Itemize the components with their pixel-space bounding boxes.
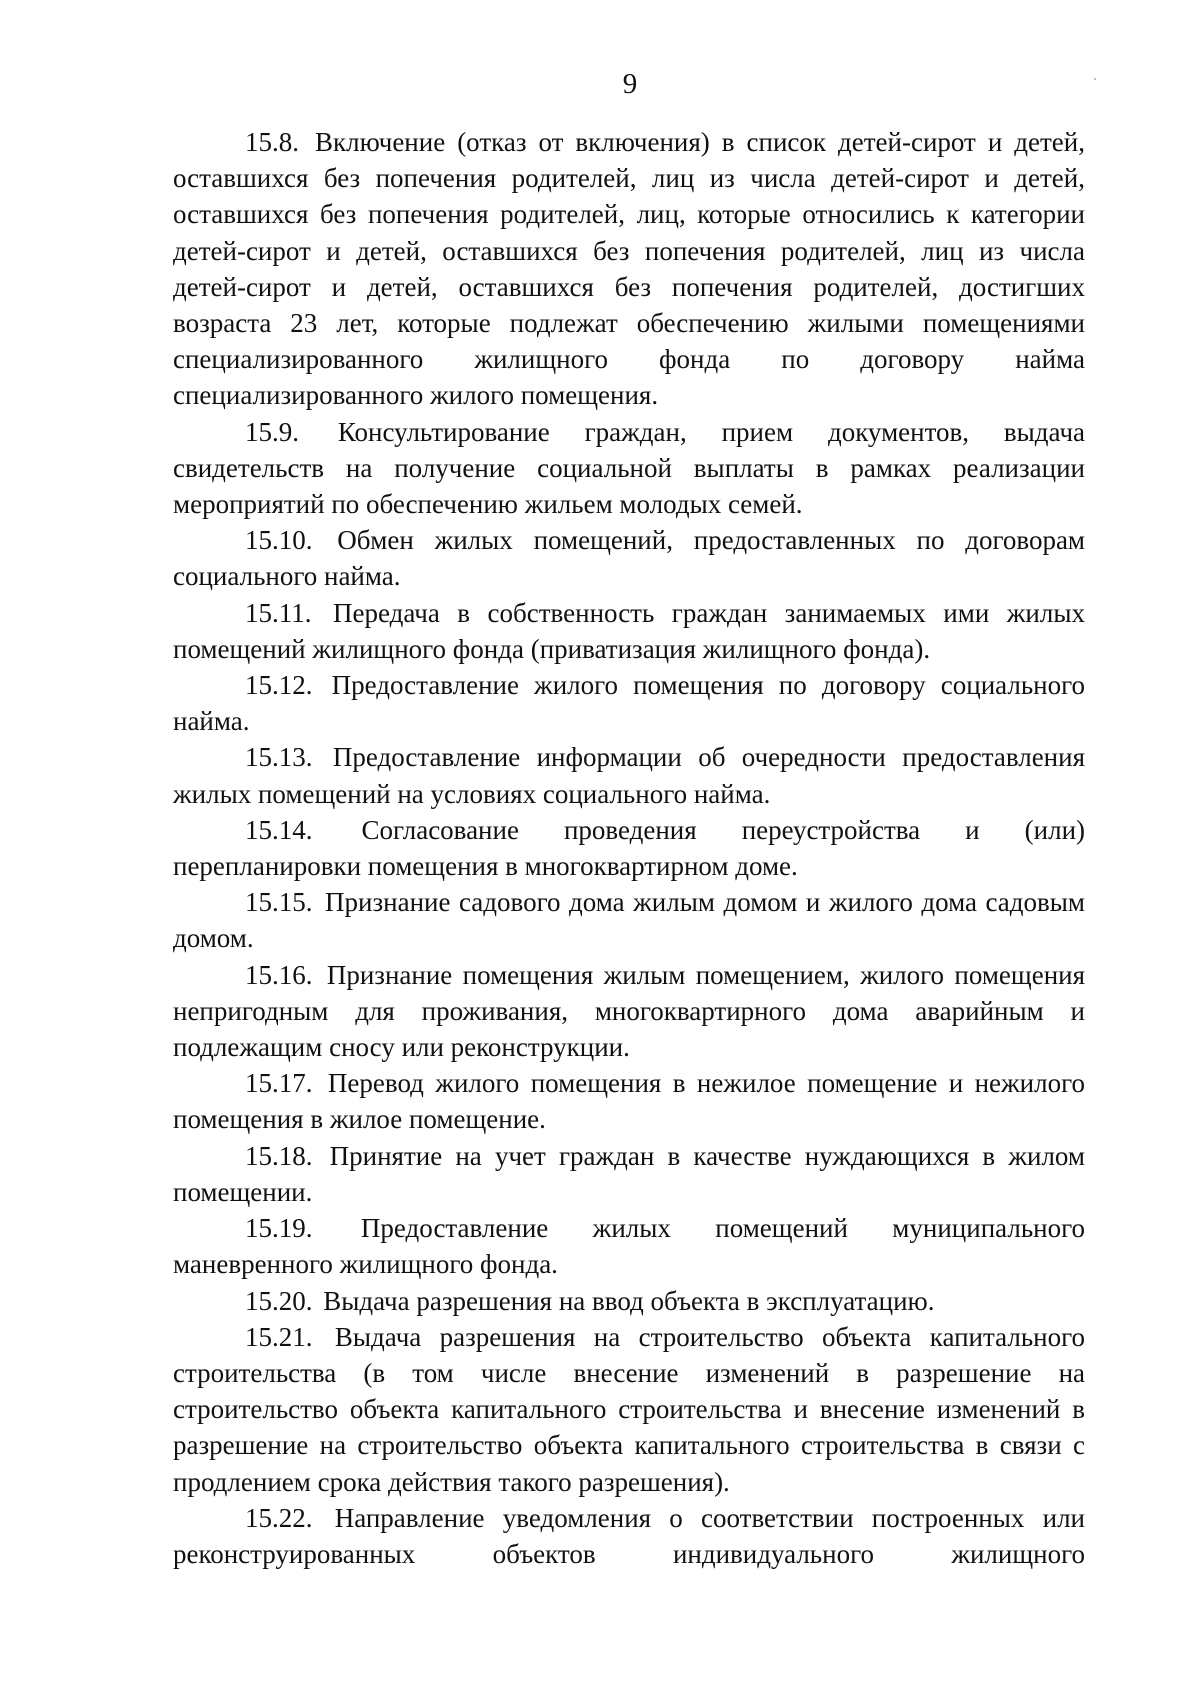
clause-number: 15.18. — [245, 1140, 313, 1171]
clause-15-8 — [173, 124, 1085, 414]
clause-number: 15.16. — [245, 959, 313, 990]
clause-text: Предоставление жилого помещения по договору социального найма. — [173, 670, 1086, 737]
clause-15-21 — [173, 1319, 1085, 1500]
clause-text: Выдача разрешения на строительство объекта капитального строительства (в том числе внесение изменений в разрешение на строительство объекта капитального строительства и внесение изменений в разрешение на строительство объекта капитального строительства в связи с продлением срока действия такого разрешения). — [173, 1321, 1085, 1497]
clause-number: 15.14. — [245, 814, 313, 845]
clause-15-17 — [173, 1065, 1085, 1137]
clause-15-14 — [173, 812, 1085, 884]
clause-15-18 — [173, 1138, 1085, 1210]
clause-15-15 — [173, 884, 1085, 956]
document-body — [173, 124, 1085, 1572]
clause-text: Согласование проведения переустройства и (или) перепланировки помещения в многоквартирном доме. — [173, 814, 1086, 882]
clause-number: 15.21. — [245, 1321, 313, 1352]
clause-text: Перевод жилого помещения в нежилое помещение и нежилого помещения в жилое помещение. — [173, 1068, 1085, 1135]
clause-15-13 — [173, 739, 1085, 811]
clause-15-10 — [173, 522, 1085, 594]
clause-text: Признание садового дома жилым домом и жилого дома садовым домом. — [173, 887, 1085, 954]
clause-text: Направление уведомления о соответствии построенных или реконструированных объектов индивидуального жилищного — [173, 1502, 1085, 1569]
page-number: 9 — [622, 68, 638, 100]
clause-15-22 — [173, 1500, 1085, 1572]
clause-number: 15.22. — [245, 1502, 313, 1533]
clause-text: Принятие на учет граждан в качестве нуждающихся в жилом помещении. — [173, 1140, 1085, 1207]
clause-number: 15.9. — [245, 416, 299, 447]
clause-number: 15.11. — [245, 597, 312, 628]
clause-number: 15.10. — [245, 525, 313, 556]
clause-text: Предоставление информации об очередности предоставления жилых помещений на условиях социального найма. — [173, 742, 1086, 809]
clause-15-12 — [173, 667, 1085, 739]
clause-number: 15.12. — [245, 670, 313, 701]
clause-text: Включение (отказ от включения) в список детей-сирот и детей, оставшихся без попечения родителей, лиц из числа детей-сирот и детей, оставшихся без попечения родителей, лиц, которые относились к категории детей-сирот и детей, оставшихся без попечения родителей, лиц из числа детей-сирот и детей, оставшихся без попечения родителей, достигших возраста 23 лет, которые подлежат обеспечению жилыми помещениями специализированного жилищного фонда по договору найма специализированного жилого помещения. — [173, 127, 1085, 411]
clause-text: Выдача разрешения на ввод объекта в эксплуатацию. — [323, 1285, 935, 1316]
clause-15-9 — [173, 414, 1085, 523]
clause-number: 15.19. — [245, 1213, 313, 1244]
clause-15-20 — [173, 1283, 1085, 1319]
clause-number: 15.17. — [245, 1068, 313, 1099]
clause-15-19 — [173, 1210, 1085, 1282]
clause-number: 15.8. — [245, 127, 299, 157]
clause-15-11 — [173, 595, 1085, 667]
clause-text: Обмен жилых помещений, предоставленных по договорам социального найма. — [173, 525, 1086, 592]
clause-15-16 — [173, 957, 1085, 1066]
clause-text: Передача в собственность граждан занимаемых ими жилых помещений жилищного фонда (приватизация жилищного фонда). — [173, 597, 1085, 664]
clause-text: Предоставление жилых помещений муниципального маневренного жилищного фонда. — [173, 1213, 1086, 1280]
clause-number: 15.13. — [245, 742, 313, 773]
clause-text: Признание помещения жилым помещением, жилого помещения непригодным для проживания, многоквартирного дома аварийным и подлежащим сносу или реконструкции. — [173, 959, 1086, 1063]
clause-number: 15.15. — [245, 887, 313, 918]
clause-text: Консультирование граждан, прием документов, выдача свидетельств на получение социальной выплаты в рамках реализации мероприятий по обеспечению жильем молодых семей. — [173, 416, 1086, 520]
clause-number: 15.20. — [245, 1285, 313, 1316]
scan-artifact — [1094, 78, 1096, 80]
